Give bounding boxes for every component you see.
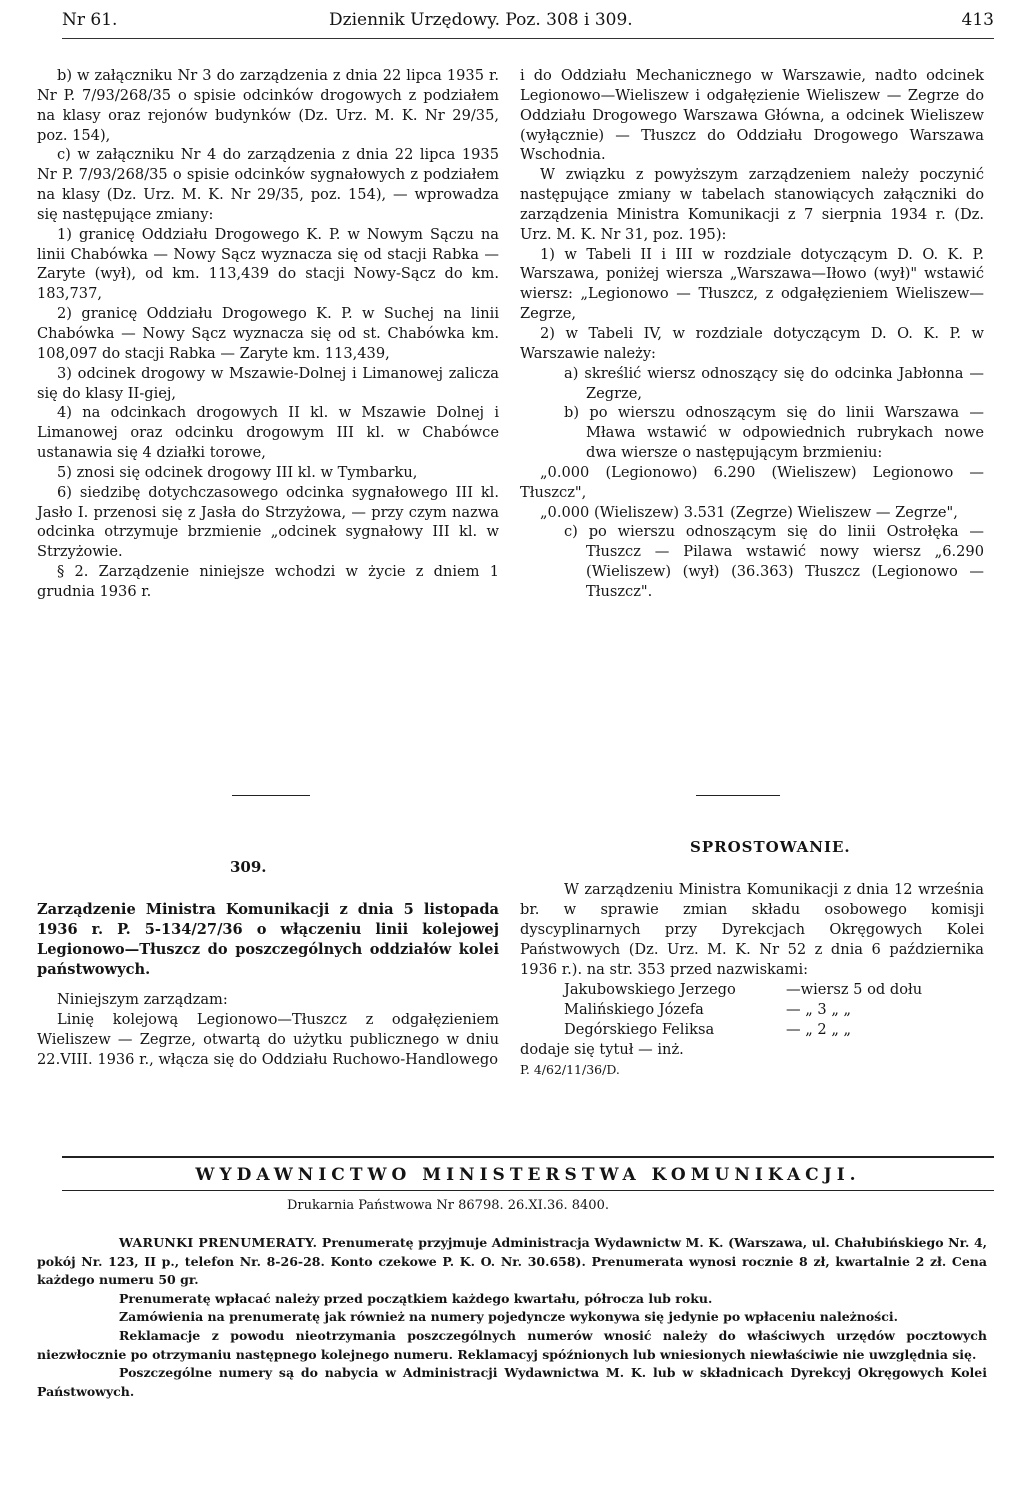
list-item: 1) granicę Oddziału Drogowego K. P. w Nowym Sączu na linii Chabówka — Nowy Sącz wyznacza się od stacji Rabka — Zaryte (wył), od km. 113,439 do stacji Nowy-Sącz do km. 183,737, xyxy=(37,225,499,303)
person-name: Malińskiego Józefa xyxy=(564,1001,704,1018)
quoted-row: „0.000 (Wieliszew) 3.531 (Zegrze) Wieliszew — Zegrze", xyxy=(540,503,958,521)
subscription-label: WARUNKI PRENUMERATY. xyxy=(119,1235,318,1250)
list-item: 4) na odcinkach drogowych II kl. w Mszawie Dolnej i Limanowej oraz odcinku drogowym III kl. w Chabówce ustanawia się 4 działki torowe, xyxy=(37,404,499,462)
list-item: c) po wierszu odnoszącym się do linii Ostrołęka — Tłuszcz — Pilawa wstawić nowy wiersz „6.290 (Wieliszew) (wył) (36.363) Tłuszcz (Legionowo — Tłuszcz". xyxy=(564,523,984,600)
printer-line: Drukarnia Państwowa Nr 86798. 26.XI.36. 8400. xyxy=(287,1198,609,1213)
name-list xyxy=(520,980,984,1040)
paragraph-b: b) w załączniku Nr 3 do zarządzenia z dnia 22 lipca 1935 r. Nr P. 7/93/268/35 o spisie odcinków drogowych z podziałem na klasy oraz rejonów budynków (Dz. Urz. M. K. Nr 29/35, poz. 154), xyxy=(37,67,499,144)
correction-body xyxy=(520,880,984,1080)
list-item: 3) odcinek drogowy w Mszawie-Dolnej i Limanowej zalicza się do klasy II-giej, xyxy=(37,364,499,402)
reference-number: P. 4/62/11/36/D. xyxy=(520,1062,620,1077)
quoted-row: „0.000 (Legionowo) 6.290 (Wieliszew) Legionowo — Tłuszcz", xyxy=(520,463,984,501)
regulation-title: Zarządzenie Ministra Komunikacji z dnia 5 listopada 1936 r. P. 5-134/27/36 o włączeniu linii kolejowej Legionowo—Tłuszcz do poszczególnych oddziałów kolei państwowych. xyxy=(37,901,499,978)
publisher-rule xyxy=(62,1156,994,1158)
correction-heading: SPROSTOWANIE. xyxy=(690,838,851,856)
header-rule xyxy=(62,38,994,39)
list-item xyxy=(520,1020,984,1040)
subscription-paragraph: Poszczególne numery są do nabycia w Administracji Wydawnictwa M. K. lub w składnicach Dyrekcyj Okręgowych Kolei Państwowych. xyxy=(37,1365,987,1399)
list-item: a) skreślić wiersz odnoszący się do odcinka Jabłonna — Zegrze, xyxy=(564,364,984,402)
right-column-separator xyxy=(696,795,780,796)
line-reference: —wiersz 5 od dołu xyxy=(786,981,923,998)
list-item: 5) znosi się odcinek drogowy III kl. w Tymbarku, xyxy=(57,463,418,481)
list-item: 1) w Tabeli II i III w rozdziale dotyczącym D. O. K. P. Warszawa, poniżej wiersza „Warszawa—Iłowo (wył)" wstawić wiersz: „Legionowo — Tłuszcz, z odgałęzieniem Wieliszew—Zegrze, xyxy=(520,245,984,323)
line-reference: — „ 3 „ „ xyxy=(786,1001,852,1018)
subscription-paragraph: Prenumeratę wpłacać należy przed początkiem każdego kwartału, półrocza lub roku. xyxy=(119,1290,713,1306)
list-item: 2) w Tabeli IV, w rozdziale dotyczącym D. O. K. P. w Warszawie należy: xyxy=(520,324,984,362)
subscription-paragraph: Zamówienia na prenumeratę jak również na numery pojedyncze wykonywa się jedynie po wpłaceniu należności. xyxy=(119,1309,898,1325)
publisher-name: WYDAWNICTWO MINISTERSTWA KOMUNIKACJI. xyxy=(195,1165,861,1185)
position-number: 309. xyxy=(230,858,267,876)
list-item xyxy=(520,1000,984,1020)
list-item: b) po wierszu odnoszącym się do linii Warszawa — Mława wstawić w odpowiednich rubrykach nowe dwa wiersze o następującym brzmieniu: xyxy=(564,404,984,462)
line-reference: — „ 2 „ „ xyxy=(786,1021,852,1038)
subscription-terms xyxy=(37,1234,987,1401)
page-header xyxy=(62,6,994,36)
page-number: 413 xyxy=(961,10,994,30)
regulation-intro: Niniejszym zarządzam: xyxy=(57,991,228,1008)
subscription-paragraph: Reklamacje z powodu nieotrzymania poszczególnych numerów wnosić należy do właściwych urzędów pocztowych niezwłocznie po otrzymaniu następnego kolejnego numeru. Reklamacyj spóźnionych lub wniesionych niewłaściwie nie uwzględnia się. xyxy=(37,1327,987,1362)
right-column xyxy=(520,66,984,602)
continuation-paragraph: i do Oddziału Mechanicznego w Warszawie, nadto odcinek Legionowo—Wieliszew i odgałęzienie Wieliszew — Zegrze do Oddziału Drogowego Warszawa Główna, a odcinek Wieliszew (wyłącznie) — Tłuszcz do Oddziału Drogowego Warszawa Wschodnia. xyxy=(520,67,984,164)
list-item xyxy=(520,980,984,1000)
journal-title: Dziennik Urzędowy. Poz. 308 i 309. xyxy=(329,10,633,30)
publisher-rule-bottom xyxy=(62,1190,994,1191)
section-paragraph: § 2. Zarządzenie niniejsze wchodzi w życie z dniem 1 grudnia 1936 r. xyxy=(37,563,499,600)
list-item: 2) granicę Oddziału Drogowego K. P. w Suchej na linii Chabówka — Nowy Sącz wyznacza się od st. Chabówka km. 108,097 do stacji Rabka — Zaryte km. 113,439, xyxy=(37,305,499,362)
person-name: Degórskiego Feliksa xyxy=(564,1021,715,1038)
person-name: Jakubowskiego Jerzego xyxy=(564,981,736,998)
correction-suffix: dodaje się tytuł — inż. xyxy=(520,1041,684,1058)
paragraph-c: c) w załączniku Nr 4 do zarządzenia z dnia 22 lipca 1935 Nr P. 7/93/268/35 o spisie odcinków sygnałowych z podziałem na klasy (Dz. Urz. M. K. Nr 29/35, poz. 154), — wprowadza się następujące zmiany: xyxy=(37,146,499,223)
subscription-text: Prenumeratę przyjmuje Administracja Wydawnictw M. K. (Warszawa, ul. Chałubińskiego Nr. 4, pokój Nr. 123, II p., telefon Nr. 8-26-28. Konto czekowe P. K. O. Nr. 30.658). Prenumerata wynosi rocznie 8 zł, kwartalnie 2 zł. Cena każdego numeru 50 gr. xyxy=(37,1235,987,1288)
regulation-text: Linię kolejową Legionowo—Tłuszcz z odgałęzieniem Wieliszew — Zegrze, otwartą do użytku publicznego w dniu 22.VIII. 1936 r., włącza się do Oddziału Ruchowo-Handlowego xyxy=(37,1011,499,1068)
correction-text: W zarządzeniu Ministra Komunikacji z dnia 12 września br. w sprawie zmian składu osobowego komisji dyscyplinarnych przy Dyrekcjach Okręgowych Kolei Państwowych (Dz. Urz. M. K. Nr 52 z dnia 6 października 1936 r.). na str. 353 przed nazwiskami: xyxy=(520,881,984,978)
subscription-paragraph xyxy=(37,1234,987,1290)
issue-number: Nr 61. xyxy=(62,10,118,30)
regulation-body xyxy=(37,990,499,1070)
amendment-paragraph: W związku z powyższym zarządzeniem należy poczynić następujące zmiany w tabelach stanowiących załączniki do zarządzenia Ministra Komunikacji z 7 sierpnia 1934 r. (Dz. Urz. M. K. Nr 31, poz. 195): xyxy=(520,166,984,243)
left-column-separator xyxy=(232,795,310,796)
left-column xyxy=(37,66,499,602)
list-item: 6) siedzibę dotychczasowego odcinka sygnałowego III kl. Jasło I. przenosi się z Jasła do Strzyżowa, — przy czym nazwa odcinka otrzymuje brzmienie „odcinek sygnałowy III kl. w Strzyżowie. xyxy=(37,483,499,561)
